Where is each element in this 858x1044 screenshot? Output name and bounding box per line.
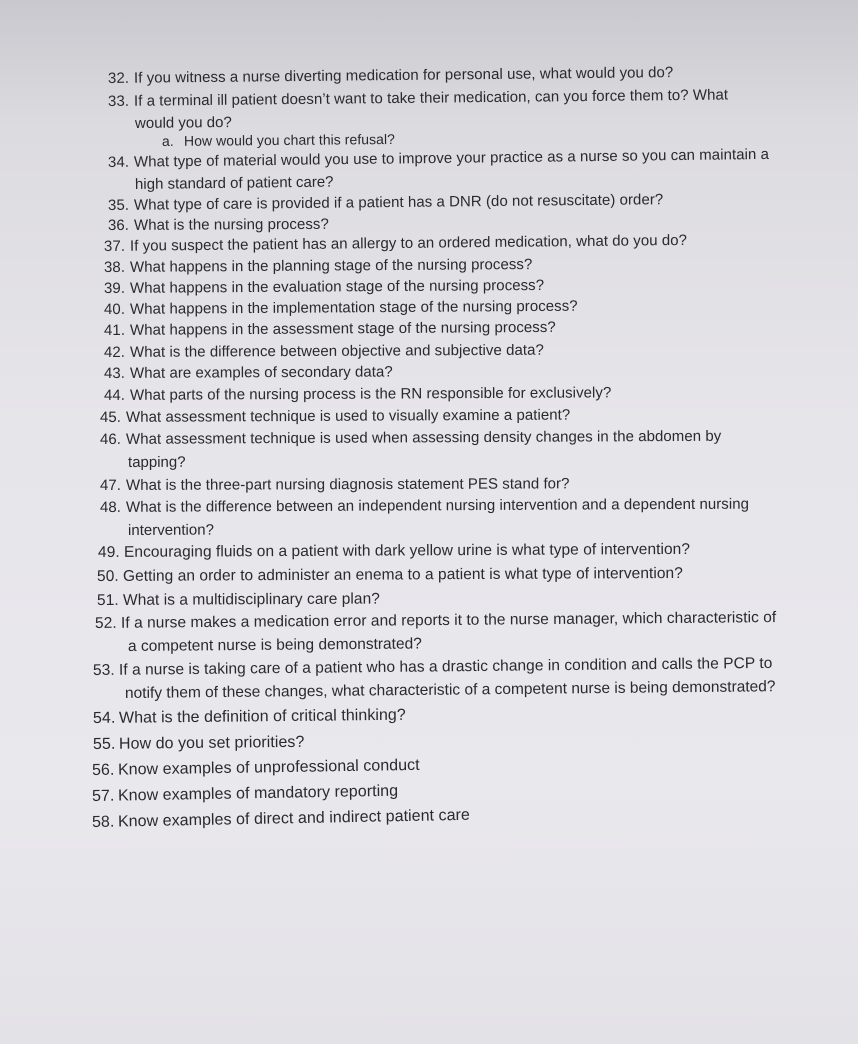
question-number: 44. [103,386,126,404]
question-number: 48. [99,498,122,516]
question-number: 41. [103,321,126,339]
question-text: What is the three-part nursing diagnosis statement PES stand for? [125,475,570,494]
question-item [97,591,380,609]
question-item [108,146,769,171]
question-number: 36. [107,216,130,234]
question-number: 57. [91,787,115,805]
question-item [104,232,687,255]
question-number: 34. [107,153,130,171]
question-number: a. [161,132,174,149]
question-text-continuation: tapping? [127,453,186,471]
question-item [93,655,773,679]
question-text: What happens in the evaluation stage of the nursing process? [129,276,545,297]
question-text: What are examples of secondary data? [129,363,393,382]
question-text: Getting an order to administer an enema to a patient is what type of intervention? [122,564,683,585]
question-text: Know examples of unprofessional conduct [117,756,420,779]
question-text-continuation: intervention? [127,521,214,539]
question-text: How do you set priorities? [118,733,305,753]
question-item [92,783,398,805]
question-number: 35. [107,196,130,214]
question-text: What happens in the assessment stage of the nursing process? [129,318,556,339]
question-item [108,191,663,214]
question-number: 54. [92,709,116,727]
question-text: What happens in the implementation stage of the nursing process? [129,297,578,318]
question-item [104,363,393,382]
question-item [104,342,544,361]
question-number: 51. [96,591,119,609]
question-item [104,319,556,339]
question-item [95,609,776,632]
question-text: What is the nursing process? [133,215,329,234]
question-number: 38. [103,258,126,276]
question-item [92,757,420,779]
question-text: If a nurse is taking care of a patient who has a drastic change in condition and calls the PCP to [118,654,773,679]
question-number: 42. [103,343,126,361]
question-text: What parts of the nursing process is the RN responsible for exclusively? [129,384,612,404]
question-number: 53. [92,661,115,679]
question-number: 40. [103,300,126,318]
question-text: What happens in the planning stage of the nursing process? [129,256,533,276]
question-number: 55. [92,735,116,753]
question-text: What is a multidisciplinary care plan? [122,590,380,609]
question-item [93,734,305,753]
question-number: 50. [96,567,119,585]
question-number: 37. [103,237,126,255]
question-item [108,64,673,87]
question-number: 43. [103,364,126,382]
question-text: Know examples of direct and indirect patient care [117,806,471,831]
question-item [92,807,470,831]
question-item [100,428,721,448]
question-number: 33. [107,92,130,110]
question-number: 47. [99,476,122,494]
question-item [100,496,749,516]
question-number: 46. [99,430,122,448]
question-text: What type of care is provided if a patient has a DNR (do not resuscitate) order? [133,191,664,214]
question-item [108,87,728,110]
question-text: What is the definition of critical thinking? [118,706,406,727]
question-number: 58. [91,813,115,831]
question-text-continuation: a competent nurse is being demonstrated? [127,635,422,655]
question-text-continuation: would you do? [134,113,232,132]
question-item [100,475,570,494]
question-number: 39. [103,279,126,297]
question-text: Encouraging fluids on a patient with dark yellow urine is what type of intervention? [123,540,691,561]
question-number: 45. [99,408,122,426]
question-text: How would you chart this refusal? [183,130,396,149]
question-text: If you suspect the patient has an allergy to an ordered medication, what do you do? [129,231,688,255]
question-number: 56. [91,761,115,779]
question-item [100,407,570,426]
question-item [98,541,690,561]
question-item [97,565,683,585]
question-item [104,256,532,276]
question-item [104,298,578,318]
question-item [104,384,611,404]
question-number: 49. [97,543,120,561]
question-text: What type of material would you use to improve your practice as a nurse so you can maintain a [133,145,770,171]
question-text: What assessment technique is used to visually examine a patient? [125,406,571,426]
question-text-continuation: notify them of these changes, what characteristic of a competent nurse is being demonstrated? [124,678,776,702]
question-text-continuation: high standard of patient care? [134,173,334,193]
question-text: What is the difference between an independent nursing intervention and a dependent nursing [125,495,750,516]
question-text: If you witness a nurse diverting medication for personal use, what would you do? [133,64,674,87]
question-number: 52. [94,614,117,632]
question-text: What is the difference between objective and subjective data? [129,341,544,361]
question-item [93,707,406,727]
question-item [108,216,329,234]
question-text: What assessment technique is used when assessing density changes in the abdomen by [125,427,722,448]
question-item [162,131,395,150]
question-item [104,277,544,297]
question-text: If a nurse makes a medication error and reports it to the nurse manager, which characteristic of [120,609,777,632]
question-text: Know examples of mandatory reporting [117,782,399,805]
question-number: 32. [107,69,130,87]
question-text: If a terminal ill patient doesn’t want to take their medication, can you force them to? What [133,86,729,110]
